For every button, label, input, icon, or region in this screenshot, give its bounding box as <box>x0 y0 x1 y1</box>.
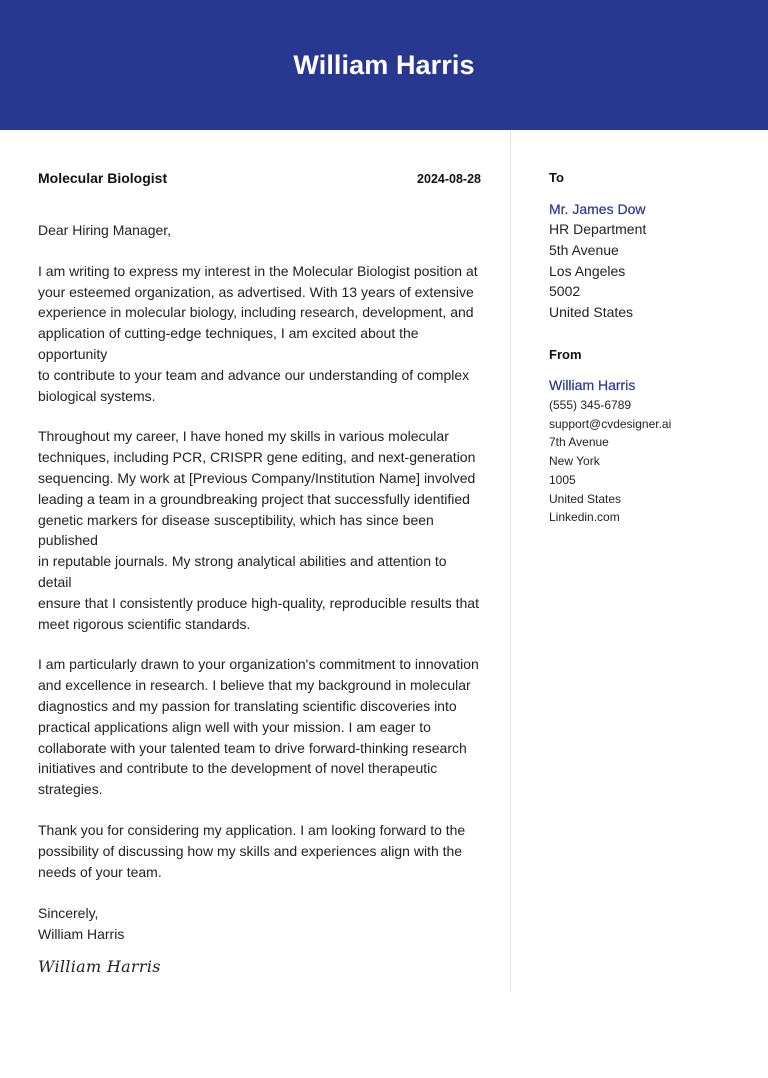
paragraph: I am writing to express my interest in the Molecular Biologist position at your esteemed organization, as advertised. With 13 years of extensive experience in molecular biology, including research, development, and application of cutting-edge techniques, I am excited about the opportunity to contribute to your team and advance our understanding of complex biological systems. <box>38 262 478 404</box>
job-title: Molecular Biologist <box>38 170 168 186</box>
sender-name: William Harris <box>549 376 636 393</box>
to-label: To <box>549 170 564 185</box>
sender-link: Linkedin.com <box>549 510 620 525</box>
paragraph: Throughout my career, I have honed my skills in various molecular techniques, including PCR, CRISPR gene editing, and next-generation sequencing. My work at [Previous Company/Institution Name] involved leading a team in a groundbreaking project that successfully identified genetic markers for disease susceptibility, which has since been published in reputable journals. My strong analytical abilities and attention to detail ensure that I consistently produce high-quality, reproducible results that meet rigorous scientific standards. <box>38 428 479 632</box>
paragraph: Thank you for considering my application. I am looking forward to the possibility of discussing how my skills and experiences align with the needs of your team. <box>38 821 466 880</box>
recipient-zip: 5002 <box>549 283 581 300</box>
sidebar <box>549 170 749 527</box>
header-banner <box>0 0 768 130</box>
recipient-block <box>549 170 749 323</box>
from-label: From <box>549 346 582 362</box>
letter-date: 2024-08-28 <box>417 172 481 186</box>
closing-name: William Harris <box>38 926 125 943</box>
sender-city: New York <box>549 454 600 469</box>
title-row <box>38 170 481 190</box>
paragraph: I am particularly drawn to your organization's commitment to innovation and excellence in research. I believe that my background in molecular diagnostics and my passion for translating scientific discoveries into practical applications align well with your mission. I am eager to collaborate with your talented team to drive forward-thinking research initiatives and contribute to the development of novel therapeutic strategies. <box>38 656 479 798</box>
closing-salutation: Sincerely, <box>38 905 99 922</box>
sender-zip: 1005 <box>549 472 576 487</box>
letter-body <box>38 170 481 976</box>
sender-email: support@cvdesigner.ai <box>549 416 672 431</box>
sender-block <box>549 347 749 527</box>
applicant-name: William Harris <box>293 49 475 80</box>
recipient-city: Los Angeles <box>549 262 626 279</box>
column-divider <box>510 130 511 992</box>
recipient-department: HR Department <box>549 221 647 237</box>
closing-block <box>38 903 481 945</box>
recipient-street: 5th Avenue <box>549 241 619 258</box>
greeting: Dear Hiring Manager, <box>38 222 172 238</box>
sender-phone: (555) 345-6789 <box>549 397 632 412</box>
handwritten-signature: William Harris <box>38 956 161 976</box>
recipient-country: United States <box>549 304 634 321</box>
recipient-name: Mr. James Dow <box>549 201 646 217</box>
sender-country: United States <box>549 491 622 506</box>
sender-street: 7th Avenue <box>549 435 609 450</box>
